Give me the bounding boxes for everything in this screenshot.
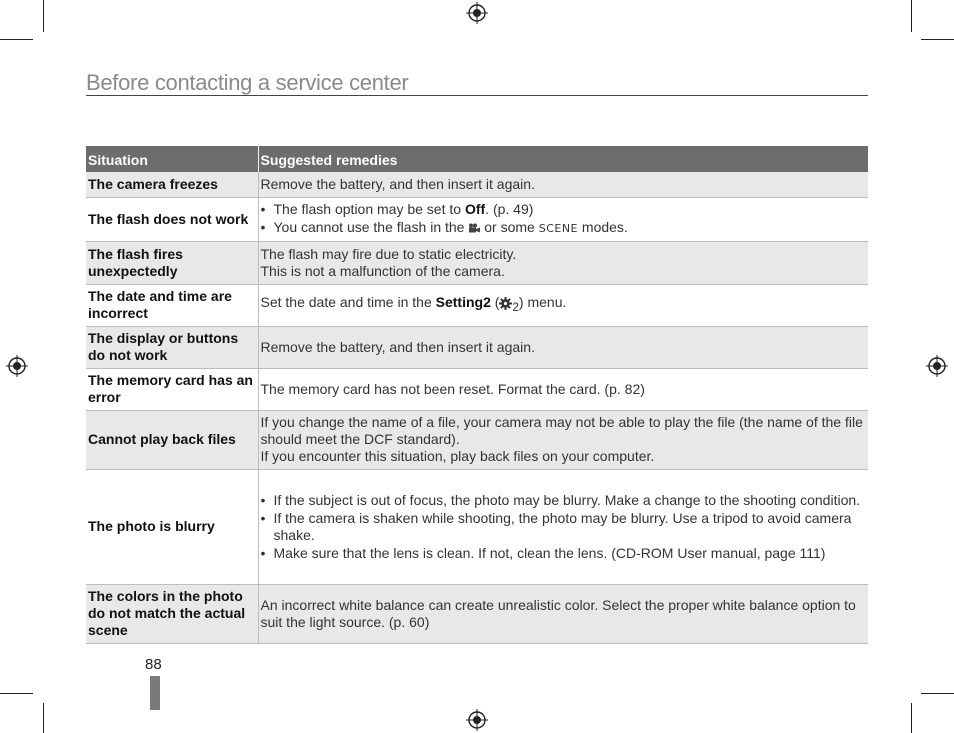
table-row [86,241,868,284]
situation-cell: The camera freezes [86,172,258,197]
remedy-cell: An incorrect white balance can create unrealistic color. Select the proper white balance option to suit the light source. (p. 60) [258,584,868,643]
table-row [86,584,868,643]
situation-cell: Cannot play back files [86,410,258,469]
situation-cell: The colors in the photo do not match the actual scene [86,584,258,643]
table-row [86,197,868,241]
troubleshooting-table [86,146,868,644]
title-divider [86,95,868,96]
crop-mark [921,693,954,694]
crosshair-registration-icon [466,709,488,731]
remedy-bullet: • If the subject is out of focus, the photo may be blurry. Make a change to the shooting condition. [261,492,867,509]
remedy-bullet: • If the camera is shaken while shooting, the photo may be blurry. Use a tripod to avoid camera shake. [261,510,867,544]
situation-cell: The memory card has an error [86,368,258,410]
column-header-remedies: Suggested remedies [258,146,868,172]
remedy-cell: The memory card has not been reset. Format the card. (p. 82) [258,368,868,410]
situation-cell: The flash fires unexpectedly [86,241,258,284]
movie-camera-icon [468,223,480,233]
remedy-cell: If you change the name of a file, your camera may not be able to play the file (the name of the file should meet the DCF standard). If you encounter this situation, play back files on your computer. [258,410,868,469]
situation-cell: The display or buttons do not work [86,326,258,368]
page-tab-marker [150,676,160,710]
scene-mode-icon: SCENE [538,222,579,235]
crosshair-registration-icon [926,355,948,377]
remedy-bullet: • You cannot use the flash in the or some SCENE modes. [261,219,867,237]
situation-cell: The date and time are incorrect [86,284,258,326]
crosshair-registration-icon [466,2,488,24]
page-number: 88 [145,656,162,673]
remedy-cell: The flash may fire due to static electricity. This is not a malfunction of the camera. [258,241,868,284]
remedy-cell [258,197,868,241]
situation-cell: The photo is blurry [86,469,258,584]
crop-mark [43,703,44,733]
crosshair-registration-icon [6,355,28,377]
table-row [86,326,868,368]
page-title: Before contacting a service center [86,70,409,95]
column-header-situation: Situation [86,146,258,172]
remedy-cell: Set the date and time in the Setting2 ( $_2$) menu. [258,284,868,326]
remedy-cell [258,469,868,584]
remedy-cell: Remove the battery, and then insert it again. [258,326,868,368]
table-row [86,172,868,197]
crop-mark [921,39,954,40]
remedy-bullet: • Make sure that the lens is clean. If not, clean the lens. (CD-ROM User manual, page 111) [261,545,867,562]
situation-cell: The flash does not work [86,197,258,241]
crop-mark [0,693,33,694]
table-row [86,410,868,469]
table-row [86,368,868,410]
remedy-cell: Remove the battery, and then insert it again. [258,172,868,197]
crop-mark [911,0,912,32]
table-row [86,284,868,326]
crop-mark [0,39,33,40]
crop-mark [43,0,44,32]
table-header-row [86,146,868,172]
table-row [86,469,868,584]
crop-mark [911,703,912,733]
gear-icon [499,297,512,310]
remedy-bullet: • The flash option may be set to Off. (p. 49) [261,201,867,218]
